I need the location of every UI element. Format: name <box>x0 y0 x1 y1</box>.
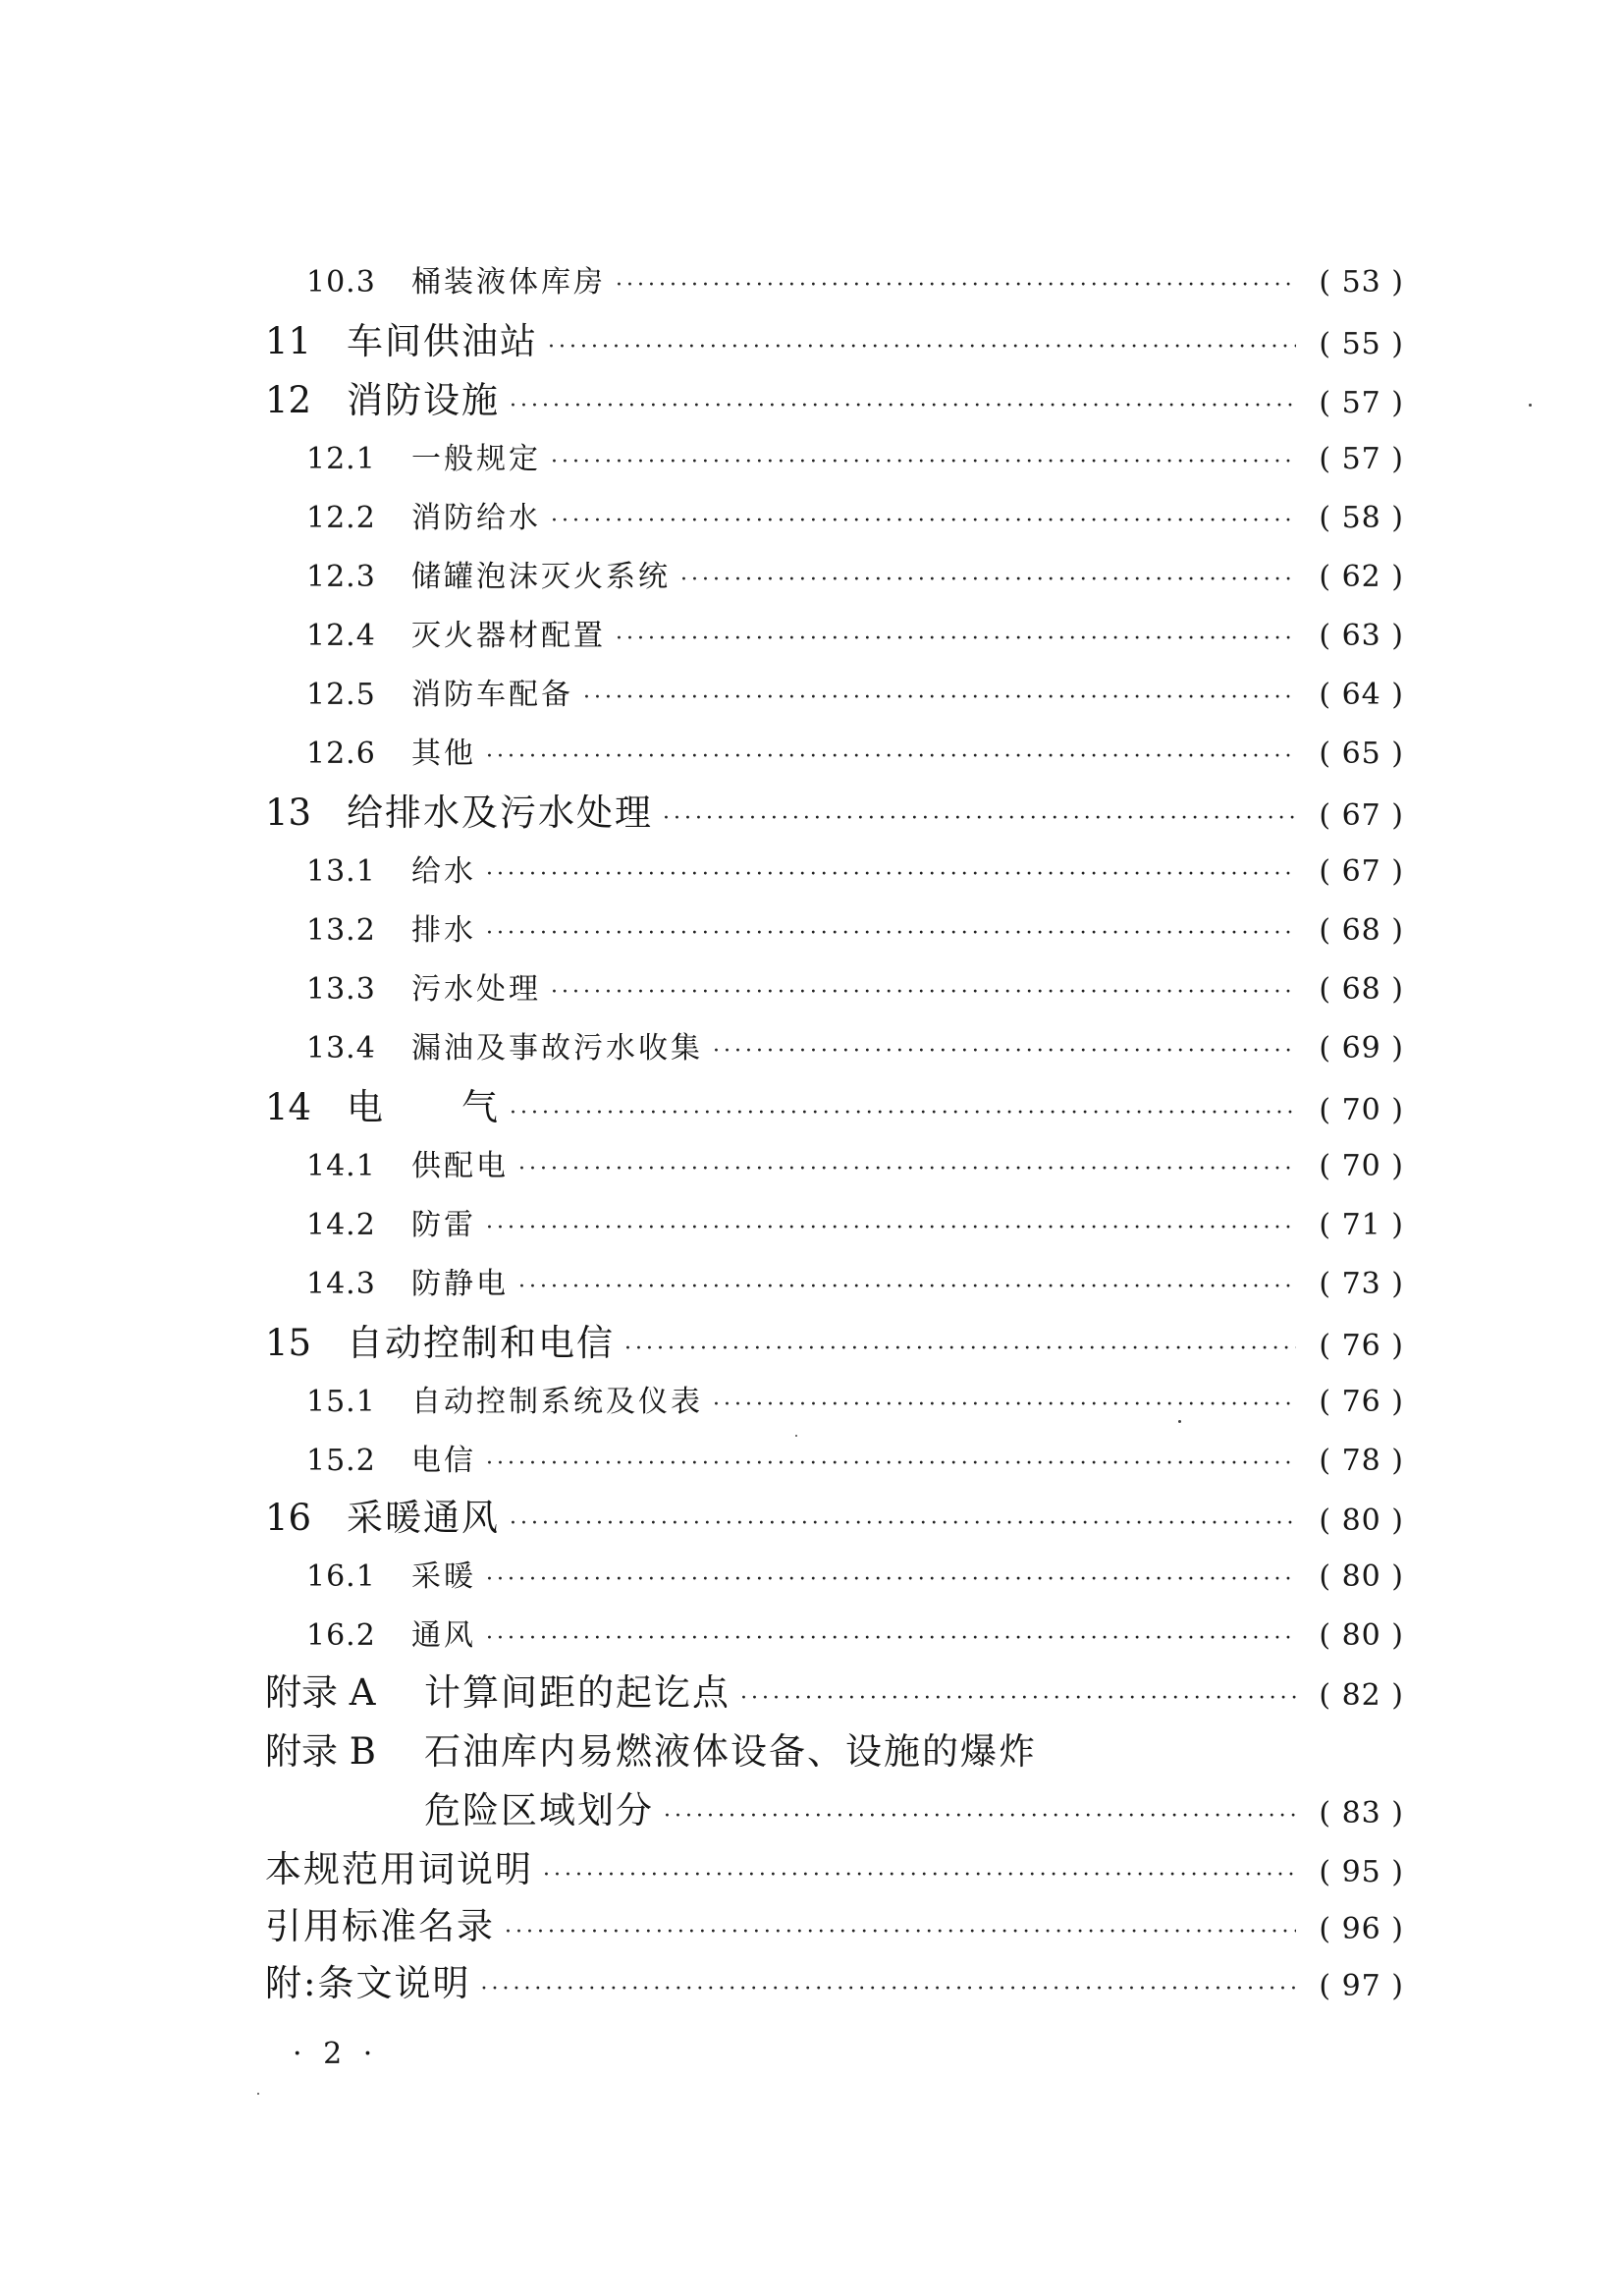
toc-number: 12.6 <box>306 737 376 771</box>
toc-entry-16-2[interactable] <box>265 1607 1404 1666</box>
toc-entry-appendix-a[interactable] <box>265 1664 1404 1722</box>
toc-number: 15.2 <box>306 1444 376 1478</box>
toc-title: 给排水及污水处理 <box>347 792 653 834</box>
toc-title: 电信 <box>411 1444 476 1478</box>
toc-entry-15-1[interactable] <box>265 1373 1404 1432</box>
scan-speck <box>1178 1420 1181 1423</box>
toc-page: ( 71 ) <box>1319 1208 1404 1242</box>
toc-page: ( 70 ) <box>1319 1093 1404 1127</box>
toc-number: 14.3 <box>306 1267 376 1301</box>
dot-leader <box>486 846 1296 904</box>
toc-title: 储罐泡沫灭火系统 <box>411 560 671 594</box>
toc-page: ( 78 ) <box>1319 1444 1404 1478</box>
toc-page: ( 63 ) <box>1319 619 1404 653</box>
dot-leader <box>664 1787 1296 1846</box>
toc-title: 供配电 <box>411 1149 509 1183</box>
toc-title: 消防设施 <box>347 379 500 421</box>
dot-leader <box>616 610 1296 669</box>
toc-entry-12-4[interactable] <box>265 607 1404 666</box>
toc-title: 漏油及事故污水收集 <box>411 1031 703 1066</box>
toc-page: ( 68 ) <box>1319 972 1404 1007</box>
toc-entry-16-1[interactable] <box>265 1548 1404 1607</box>
toc-number: 11 <box>265 320 312 362</box>
dot-leader <box>663 790 1296 848</box>
toc-page: ( 55 ) <box>1319 327 1404 361</box>
toc-number: 16 <box>265 1497 312 1539</box>
toc-title: 消防给水 <box>411 501 541 535</box>
dot-leader <box>518 1258 1296 1317</box>
toc-number: 10.3 <box>306 265 376 300</box>
toc-entry-appendix-b[interactable] <box>265 1722 1404 1781</box>
dot-leader <box>740 1669 1296 1728</box>
toc-page: ( 76 ) <box>1319 1385 1404 1419</box>
toc-title: 其他 <box>411 737 476 771</box>
toc-number: 13.1 <box>306 854 376 889</box>
toc-number: 12.3 <box>306 560 376 594</box>
toc-entry-12-5[interactable] <box>265 666 1404 725</box>
toc-page: ( 53 ) <box>1319 265 1404 300</box>
dot-leader <box>510 1495 1296 1554</box>
toc-page: ( 83 ) <box>1319 1796 1404 1831</box>
toc-page: ( 64 ) <box>1319 678 1404 712</box>
toc-title: 灭火器材配置 <box>411 619 606 653</box>
toc-number: 13.4 <box>306 1031 376 1066</box>
toc-entry-clause-explanation[interactable] <box>265 1954 1404 2013</box>
toc-page: ( 68 ) <box>1319 913 1404 948</box>
dot-leader <box>583 669 1296 728</box>
toc-number: 14.1 <box>306 1149 376 1183</box>
dot-leader <box>624 1320 1296 1379</box>
toc-number: 附录 A <box>265 1671 376 1714</box>
toc-number: 16.1 <box>306 1559 376 1594</box>
toc-number: 14.2 <box>306 1208 376 1242</box>
toc-title: 附:条文说明 <box>265 1962 471 2004</box>
dot-leader <box>486 1435 1296 1494</box>
toc-number: 12.1 <box>306 442 376 476</box>
toc-title: 石油库内易燃液体设备、设施的爆炸 <box>424 1730 1037 1773</box>
dot-leader <box>518 1140 1296 1199</box>
toc-number: 12 <box>265 379 312 421</box>
toc-entry-15-2[interactable] <box>265 1432 1404 1491</box>
dot-leader <box>486 904 1296 963</box>
toc-title: 排水 <box>411 913 476 948</box>
toc-title: 危险区域划分 <box>424 1789 654 1831</box>
toc-title: 防雷 <box>411 1208 476 1242</box>
toc-number: 12.5 <box>306 678 376 712</box>
toc-number: 12.4 <box>306 619 376 653</box>
toc-page: ( 62 ) <box>1319 560 1404 594</box>
toc-page: ( 95 ) <box>1319 1855 1404 1889</box>
toc-title: 自动控制系统及仪表 <box>411 1385 703 1419</box>
toc-title: 消防车配备 <box>411 678 573 712</box>
dot-leader <box>616 256 1296 315</box>
toc-title: 引用标准名录 <box>265 1905 495 1947</box>
dot-leader <box>551 963 1296 1022</box>
toc-title: 自动控制和电信 <box>347 1322 615 1364</box>
toc-page: ( 82 ) <box>1319 1678 1404 1713</box>
dot-leader <box>548 318 1296 377</box>
toc-entry-12-1[interactable] <box>265 430 1404 489</box>
toc-entry-10-3[interactable] <box>265 253 1404 312</box>
toc-title: 采暖 <box>411 1559 476 1594</box>
toc-entry-12-3[interactable] <box>265 548 1404 607</box>
dot-leader <box>486 1199 1296 1258</box>
toc-title: 污水处理 <box>411 972 541 1007</box>
toc-entry-14-1[interactable] <box>265 1137 1404 1196</box>
dot-leader <box>505 1903 1296 1962</box>
toc-entry-14[interactable] <box>265 1078 1404 1137</box>
toc-title: 本规范用词说明 <box>265 1848 533 1890</box>
toc-page: ( 80 ) <box>1319 1618 1404 1653</box>
toc-entry-15[interactable] <box>265 1314 1404 1373</box>
toc-page: ( 76 ) <box>1319 1329 1404 1363</box>
toc-entry-12-6[interactable] <box>265 725 1404 784</box>
toc-entry-13-1[interactable] <box>265 843 1404 902</box>
dot-leader <box>510 1084 1296 1143</box>
toc-page: ( 80 ) <box>1319 1559 1404 1594</box>
toc-number: 15.1 <box>306 1385 376 1419</box>
toc-entry-12[interactable] <box>265 371 1404 430</box>
dot-leader <box>486 1610 1296 1668</box>
toc-title: 通风 <box>411 1618 476 1653</box>
toc-number: 12.2 <box>306 501 376 535</box>
scan-speck <box>257 2093 259 2095</box>
toc-title: 一般规定 <box>411 442 541 476</box>
dot-leader <box>510 377 1296 436</box>
toc-entry-14-2[interactable] <box>265 1196 1404 1255</box>
toc-entry-12-2[interactable] <box>265 489 1404 548</box>
toc-title: 计算间距的起讫点 <box>424 1671 730 1714</box>
dot-leader <box>486 728 1296 787</box>
toc-entry-13-4[interactable] <box>265 1019 1404 1078</box>
toc-entry-referenced-standards[interactable] <box>265 1897 1404 1956</box>
dot-leader <box>543 1846 1296 1905</box>
toc-title: 车间供油站 <box>347 320 538 362</box>
toc-entry-14-3[interactable] <box>265 1255 1404 1314</box>
toc-number: 15 <box>265 1322 312 1364</box>
toc-title: 给水 <box>411 854 476 889</box>
toc-number: 13.3 <box>306 972 376 1007</box>
toc-number: 16.2 <box>306 1618 376 1653</box>
toc-page: ( 96 ) <box>1319 1912 1404 1946</box>
toc-number: 14 <box>265 1086 312 1128</box>
toc-page: ( 57 ) <box>1319 386 1404 420</box>
toc-number: 附录 B <box>265 1730 376 1773</box>
toc-entry-11[interactable] <box>265 312 1404 371</box>
toc-title: 电 气 <box>347 1086 500 1128</box>
toc-entry-13-3[interactable] <box>265 960 1404 1019</box>
toc-page: ( 73 ) <box>1319 1267 1404 1301</box>
dot-leader <box>713 1022 1296 1081</box>
dot-leader <box>486 1551 1296 1610</box>
toc-title: 桶装液体库房 <box>411 265 606 300</box>
toc-page: ( 58 ) <box>1319 501 1404 535</box>
toc-number: 13 <box>265 792 312 834</box>
dot-leader <box>713 1376 1296 1435</box>
toc-entry-appendix-b-continued[interactable] <box>424 1781 1404 1840</box>
dot-leader <box>551 433 1296 492</box>
toc-title: 防静电 <box>411 1267 509 1301</box>
dot-leader <box>480 1960 1296 2019</box>
scan-speck <box>1529 404 1532 407</box>
toc-page: ( 65 ) <box>1319 737 1404 771</box>
scan-speck <box>795 1435 797 1437</box>
toc-title: 采暖通风 <box>347 1497 500 1539</box>
dot-leader <box>551 492 1296 551</box>
toc-entry-13-2[interactable] <box>265 902 1404 960</box>
toc-entry-16[interactable] <box>265 1489 1404 1548</box>
toc-entry-13[interactable] <box>265 784 1404 843</box>
toc-page: ( 80 ) <box>1319 1503 1404 1538</box>
toc-page: ( 67 ) <box>1319 798 1404 833</box>
toc-page: ( 57 ) <box>1319 442 1404 476</box>
toc-number: 13.2 <box>306 913 376 948</box>
toc-page: ( 70 ) <box>1319 1149 1404 1183</box>
toc-page: ( 67 ) <box>1319 854 1404 889</box>
dot-leader <box>680 551 1296 610</box>
toc-page: ( 97 ) <box>1319 1969 1404 2003</box>
toc-page: ( 69 ) <box>1319 1031 1404 1066</box>
page-number: · 2 · <box>293 2037 379 2071</box>
toc-entry-terms-explanation[interactable] <box>265 1840 1404 1899</box>
